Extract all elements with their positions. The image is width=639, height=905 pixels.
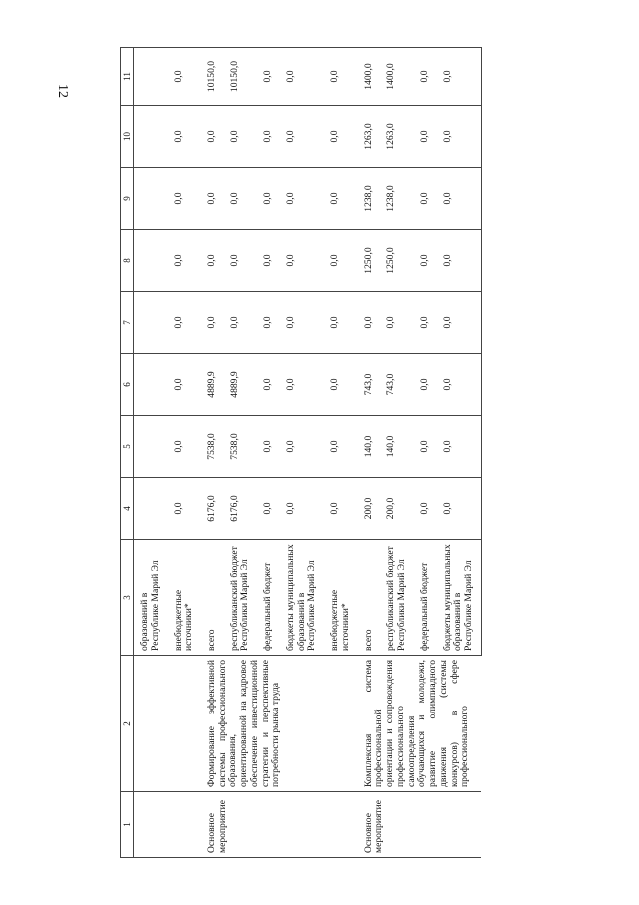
table-body — [134, 48, 482, 858]
value-cell: 0,0 — [437, 416, 482, 478]
value-cell: 0,0 — [280, 168, 324, 230]
value-cell: 140,0 — [358, 416, 381, 478]
value-cell: 0,0 — [168, 106, 201, 168]
value-cell: 0,0 — [257, 478, 280, 540]
value-cell: 0,0 — [201, 230, 224, 292]
value-cell: 1238,0 — [380, 168, 413, 230]
funding-source-cell: федеральный бюджет — [257, 540, 280, 656]
value-cell: 0,0 — [280, 48, 324, 106]
value-cell: 10150,0 — [201, 48, 224, 106]
value-cell: 0,0 — [414, 416, 437, 478]
value-cell: 0,0 — [280, 292, 324, 354]
funding-source-cell: всего — [201, 540, 224, 656]
value-cell: 0,0 — [224, 230, 257, 292]
value-cell: 0,0 — [414, 106, 437, 168]
funding-source-cell: образований в Республике Марий Эл — [134, 540, 168, 656]
column-header: 11 — [121, 48, 134, 106]
column-header: 8 — [121, 230, 134, 292]
value-cell: 0,0 — [257, 230, 280, 292]
event-name-cell: Формирование эффективной системы профессионального образования, ориентированной на кадровое обеспечение инвестиционной стратегии и перспективные потребности рынка труда — [201, 656, 358, 792]
value-cell: 0,0 — [437, 354, 482, 416]
value-cell: 0,0 — [257, 168, 280, 230]
value-cell: 0,0 — [414, 478, 437, 540]
event-type-cell — [134, 792, 201, 858]
value-cell: 0,0 — [280, 416, 324, 478]
value-cell: 0,0 — [414, 168, 437, 230]
value-cell: 4889,9 — [224, 354, 257, 416]
value-cell — [134, 230, 168, 292]
value-cell: 200,0 — [380, 478, 413, 540]
value-cell: 0,0 — [280, 478, 324, 540]
table-row — [201, 48, 224, 858]
value-cell: 0,0 — [201, 106, 224, 168]
value-cell: 0,0 — [380, 292, 413, 354]
value-cell: 4889,9 — [201, 354, 224, 416]
event-name-cell: Комплексная система профессиональной ориентации и сопровождения профессионального самоопределения обучающихся и молодежи, развитие олимпиадного движения (системы конкурсов) в сфере профессионального — [358, 656, 482, 792]
funding-source-cell: республиканский бюджет Республики Марий Эл — [224, 540, 257, 656]
value-cell: 0,0 — [257, 48, 280, 106]
value-cell: 0,0 — [324, 292, 357, 354]
table-row — [358, 48, 381, 858]
value-cell: 0,0 — [324, 106, 357, 168]
value-cell: 1400,0 — [380, 48, 413, 106]
value-cell: 0,0 — [280, 230, 324, 292]
funding-source-cell: бюджеты муниципальных образований в Республике Марий Эл — [280, 540, 324, 656]
value-cell — [134, 354, 168, 416]
value-cell: 0,0 — [168, 48, 201, 106]
value-cell: 743,0 — [380, 354, 413, 416]
column-number-row — [121, 48, 134, 858]
value-cell: 0,0 — [280, 354, 324, 416]
value-cell: 140,0 — [380, 416, 413, 478]
funding-source-cell: всего — [358, 540, 381, 656]
value-cell: 1238,0 — [358, 168, 381, 230]
column-header: 9 — [121, 168, 134, 230]
value-cell: 0,0 — [224, 106, 257, 168]
value-cell: 0,0 — [324, 168, 357, 230]
value-cell — [134, 416, 168, 478]
value-cell: 0,0 — [168, 292, 201, 354]
column-header: 2 — [121, 656, 134, 792]
value-cell: 0,0 — [324, 416, 357, 478]
value-cell: 0,0 — [224, 168, 257, 230]
value-cell: 7538,0 — [224, 416, 257, 478]
value-cell: 0,0 — [324, 354, 357, 416]
value-cell: 0,0 — [201, 168, 224, 230]
value-cell: 0,0 — [324, 478, 357, 540]
column-header: 1 — [121, 792, 134, 858]
value-cell: 0,0 — [324, 48, 357, 106]
page-number: 12 — [55, 84, 70, 98]
value-cell: 0,0 — [257, 292, 280, 354]
value-cell: 0,0 — [257, 354, 280, 416]
column-header: 6 — [121, 354, 134, 416]
value-cell: 743,0 — [358, 354, 381, 416]
value-cell: 0,0 — [414, 354, 437, 416]
value-cell — [134, 168, 168, 230]
rotated-page — [120, 48, 639, 858]
value-cell — [134, 48, 168, 106]
value-cell: 0,0 — [437, 106, 482, 168]
value-cell — [134, 478, 168, 540]
value-cell: 7538,0 — [201, 416, 224, 478]
event-name-cell — [134, 656, 201, 792]
value-cell: 6176,0 — [224, 478, 257, 540]
value-cell: 0,0 — [201, 292, 224, 354]
column-header: 7 — [121, 292, 134, 354]
value-cell — [134, 292, 168, 354]
column-header: 10 — [121, 106, 134, 168]
value-cell: 0,0 — [168, 416, 201, 478]
value-cell: 0,0 — [280, 106, 324, 168]
value-cell: 200,0 — [358, 478, 381, 540]
value-cell: 0,0 — [168, 354, 201, 416]
value-cell: 0,0 — [437, 478, 482, 540]
value-cell: 10150,0 — [224, 48, 257, 106]
value-cell: 0,0 — [257, 416, 280, 478]
value-cell: 1263,0 — [380, 106, 413, 168]
value-cell: 0,0 — [257, 106, 280, 168]
value-cell: 0,0 — [414, 292, 437, 354]
value-cell: 1400,0 — [358, 48, 381, 106]
value-cell: 0,0 — [224, 292, 257, 354]
value-cell: 0,0 — [168, 230, 201, 292]
value-cell — [134, 106, 168, 168]
value-cell: 6176,0 — [201, 478, 224, 540]
value-cell: 0,0 — [437, 48, 482, 106]
value-cell: 1250,0 — [380, 230, 413, 292]
funding-source-cell: федеральный бюджет — [414, 540, 437, 656]
value-cell: 0,0 — [324, 230, 357, 292]
financing-table — [120, 47, 482, 858]
value-cell: 0,0 — [414, 230, 437, 292]
column-header: 4 — [121, 478, 134, 540]
funding-source-cell: внебюджетные источники* — [168, 540, 201, 656]
column-header: 3 — [121, 540, 134, 656]
value-cell: 0,0 — [168, 168, 201, 230]
value-cell: 0,0 — [437, 168, 482, 230]
value-cell: 1250,0 — [358, 230, 381, 292]
value-cell: 0,0 — [437, 230, 482, 292]
value-cell: 0,0 — [358, 292, 381, 354]
event-type-cell: Основное мероприятие — [201, 792, 358, 858]
value-cell: 1263,0 — [358, 106, 381, 168]
funding-source-cell: бюджеты муниципальных образований в Республике Марий Эл — [437, 540, 482, 656]
value-cell: 0,0 — [414, 48, 437, 106]
column-header: 5 — [121, 416, 134, 478]
funding-source-cell: республиканский бюджет Республики Марий Эл — [380, 540, 413, 656]
event-type-cell: Основное мероприятие — [358, 792, 482, 858]
value-cell: 0,0 — [168, 478, 201, 540]
value-cell: 0,0 — [437, 292, 482, 354]
table-row — [134, 48, 168, 858]
funding-source-cell: внебюджетные источники* — [324, 540, 357, 656]
